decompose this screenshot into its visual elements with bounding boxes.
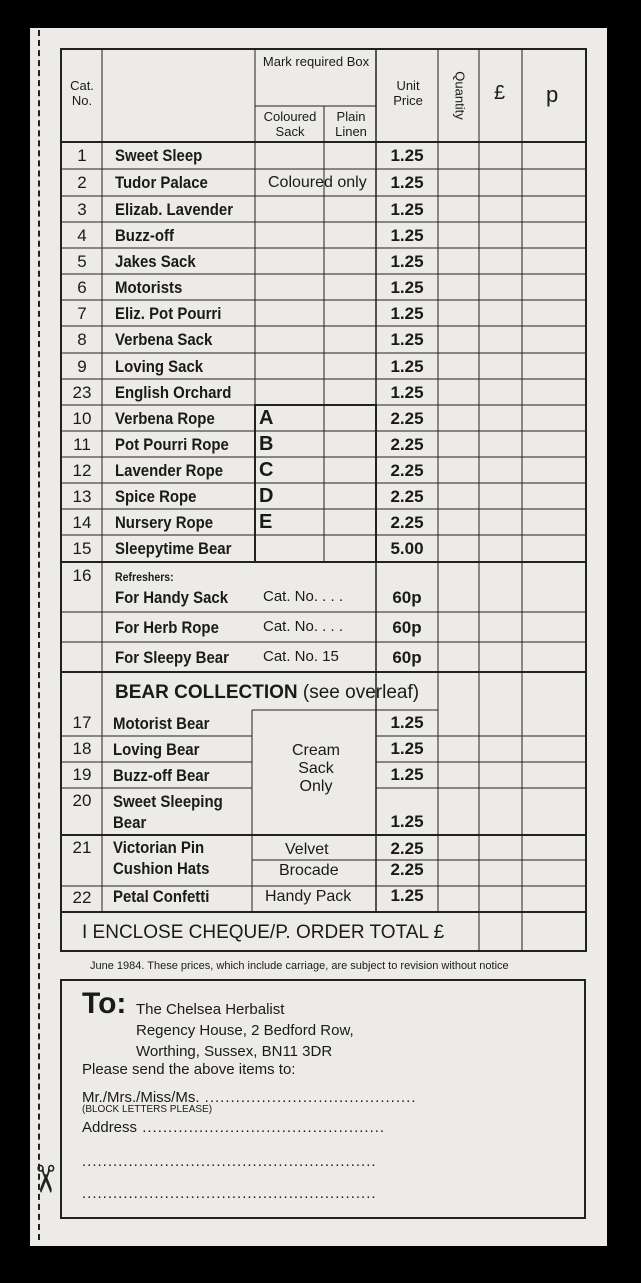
- item-price: 5.00: [390, 539, 424, 558]
- refreshers-label: Refreshers:: [115, 570, 174, 584]
- bear-cat-no: 17: [72, 713, 92, 732]
- scissors-icon: ✂: [22, 1163, 65, 1195]
- hats-velvet-price: 2.25: [390, 839, 424, 858]
- item-name: Elizab. Lavender: [115, 200, 234, 219]
- address-field[interactable]: Address ...............................................: [82, 1119, 386, 1136]
- footnote: June 1984. These prices, which include carriage, are subject to revision without notice: [90, 960, 509, 972]
- item-cat-no: 23: [72, 383, 92, 402]
- address-line: Regency House, 2 Bedford Row,: [136, 1022, 354, 1039]
- item-price: 1.25: [390, 357, 424, 376]
- header-pounds: £: [494, 82, 506, 104]
- item-name: Verbena Sack: [115, 330, 213, 349]
- header-mark-box: Mark required Box: [262, 54, 370, 69]
- item-cat-no: 15: [72, 539, 92, 558]
- header-plain-linen: Plain Linen: [335, 109, 367, 139]
- item-cat-no: 2: [77, 173, 87, 192]
- item-price: 1.25: [390, 146, 424, 165]
- address-line: The Chelsea Herbalist: [136, 1001, 285, 1018]
- bear-price: 1.25: [390, 739, 424, 758]
- item-price: 1.25: [390, 200, 424, 219]
- to-label: To:: [82, 987, 127, 1020]
- bear-name: Buzz-off Bear: [113, 766, 210, 785]
- refresher-cat-no: Cat. No. 15: [263, 648, 339, 665]
- item-cat-no: 1: [77, 146, 87, 165]
- item-name: Nursery Rope: [115, 513, 214, 532]
- item-cat-no: 10: [72, 409, 92, 428]
- box-letter: C: [259, 459, 274, 481]
- header-quantity: Quantity: [452, 71, 468, 120]
- hats-brocade-price: 2.25: [390, 860, 424, 879]
- item-cat-no: 3: [77, 200, 87, 219]
- refresher-price: 60p: [392, 588, 422, 607]
- box-letter: E: [259, 511, 273, 533]
- hats-name: Victorian Pin Cushion Hats: [113, 838, 210, 878]
- cut-line: [38, 30, 40, 1240]
- item-name: Sleepytime Bear: [115, 539, 232, 558]
- item-price: 2.25: [390, 461, 424, 480]
- header-coloured-sack: Coloured Sack: [263, 109, 317, 139]
- confetti-name: Petal Confetti: [113, 887, 210, 906]
- item-price: 2.25: [390, 513, 424, 532]
- item-name: English Orchard: [115, 383, 232, 402]
- refresher-name: For Herb Rope: [115, 618, 219, 637]
- item-name: Motorists: [115, 278, 183, 297]
- confetti-type: Handy Pack: [265, 888, 352, 905]
- item-price: 2.25: [390, 435, 424, 454]
- order-address-form: [60, 979, 586, 1219]
- coloured-only-note: Coloured only: [268, 174, 367, 191]
- box-letter: D: [259, 485, 274, 507]
- please-send-text: Please send the above items to:: [82, 1061, 296, 1078]
- item-name: Eliz. Pot Pourri: [115, 304, 222, 323]
- bear-cat-no: 19: [72, 765, 92, 784]
- item-cat-no: 12: [72, 461, 92, 480]
- item-cat-no: 5: [77, 252, 87, 271]
- refresher-cat-no: Cat. No. . . .: [263, 618, 344, 635]
- bear-name: Motorist Bear: [113, 714, 210, 733]
- bear-name: Sweet Sleeping Bear: [113, 792, 223, 832]
- item-cat-no: 14: [72, 513, 92, 532]
- item-name: Spice Rope: [115, 487, 197, 506]
- bear-collection-title: BEAR COLLECTION (see overleaf): [115, 682, 420, 703]
- item-cat-no: 11: [73, 435, 91, 454]
- header-cat-no: Cat. No.: [70, 78, 94, 108]
- refresher-price: 60p: [392, 648, 422, 667]
- item-name: Buzz-off: [115, 226, 174, 245]
- cream-sack-note: Cream Sack Only: [291, 742, 340, 795]
- item-price: 2.25: [390, 409, 424, 428]
- address-line-2-field[interactable]: .........................................................: [82, 1153, 377, 1170]
- bear-price: 1.25: [390, 765, 424, 784]
- item-price: 1.25: [390, 383, 424, 402]
- block-letters-note: (BLOCK LETTERS PLEASE): [82, 1104, 213, 1115]
- item-cat-no: 6: [77, 278, 87, 297]
- bear-cat-no: 20: [72, 791, 92, 810]
- total-label: I ENCLOSE CHEQUE/P. ORDER TOTAL £: [82, 922, 445, 943]
- item-price: 1.25: [390, 330, 424, 349]
- item-price: 1.25: [390, 252, 424, 271]
- item-cat-no: 9: [77, 357, 87, 376]
- item-price: 1.25: [390, 226, 424, 245]
- item-cat-no: 7: [77, 304, 87, 323]
- bear-name: Loving Bear: [113, 740, 200, 759]
- item-name: Lavender Rope: [115, 461, 224, 480]
- bear-price: 1.25: [390, 713, 424, 732]
- box-letter: B: [259, 433, 274, 455]
- header-unit-price: Unit Price: [393, 78, 423, 108]
- item-name: Pot Pourri Rope: [115, 435, 229, 454]
- item-cat-no: 13: [72, 487, 92, 506]
- item-name: Loving Sack: [115, 357, 204, 376]
- confetti-no: 22: [72, 888, 92, 907]
- order-table: [60, 48, 588, 954]
- hats-velvet: Velvet: [285, 841, 329, 858]
- item-cat-no: 8: [77, 330, 87, 349]
- bear-price: 1.25: [390, 812, 424, 831]
- refresher-cat-no: Cat. No. . . .: [263, 588, 344, 605]
- item-name: Sweet Sleep: [115, 146, 203, 165]
- item-price: 1.25: [390, 173, 424, 192]
- confetti-price: 1.25: [390, 886, 424, 905]
- item-price: 2.25: [390, 487, 424, 506]
- refresher-name: For Sleepy Bear: [115, 648, 229, 667]
- hats-brocade: Brocade: [279, 862, 339, 879]
- refresher-price: 60p: [392, 618, 422, 637]
- box-letter: A: [259, 407, 274, 429]
- refresher-name: For Handy Sack: [115, 588, 229, 607]
- item-price: 1.25: [390, 278, 424, 297]
- address-line: Worthing, Sussex, BN11 3DR: [136, 1043, 333, 1060]
- supplier-address: [136, 999, 354, 1062]
- item-name: Tudor Palace: [115, 173, 208, 192]
- name-field[interactable]: Mr./Mrs./Miss/Ms. .........................................: [82, 1089, 417, 1106]
- item-price: 1.25: [390, 304, 424, 323]
- address-line-3-field[interactable]: .........................................................: [82, 1185, 377, 1202]
- item-name: Verbena Rope: [115, 409, 215, 428]
- header-pence: p: [546, 82, 559, 107]
- refreshers-no: 16: [72, 566, 92, 585]
- hats-no: 21: [72, 838, 92, 857]
- bear-cat-no: 18: [72, 739, 92, 758]
- item-cat-no: 4: [77, 226, 87, 245]
- item-name: Jakes Sack: [115, 252, 196, 271]
